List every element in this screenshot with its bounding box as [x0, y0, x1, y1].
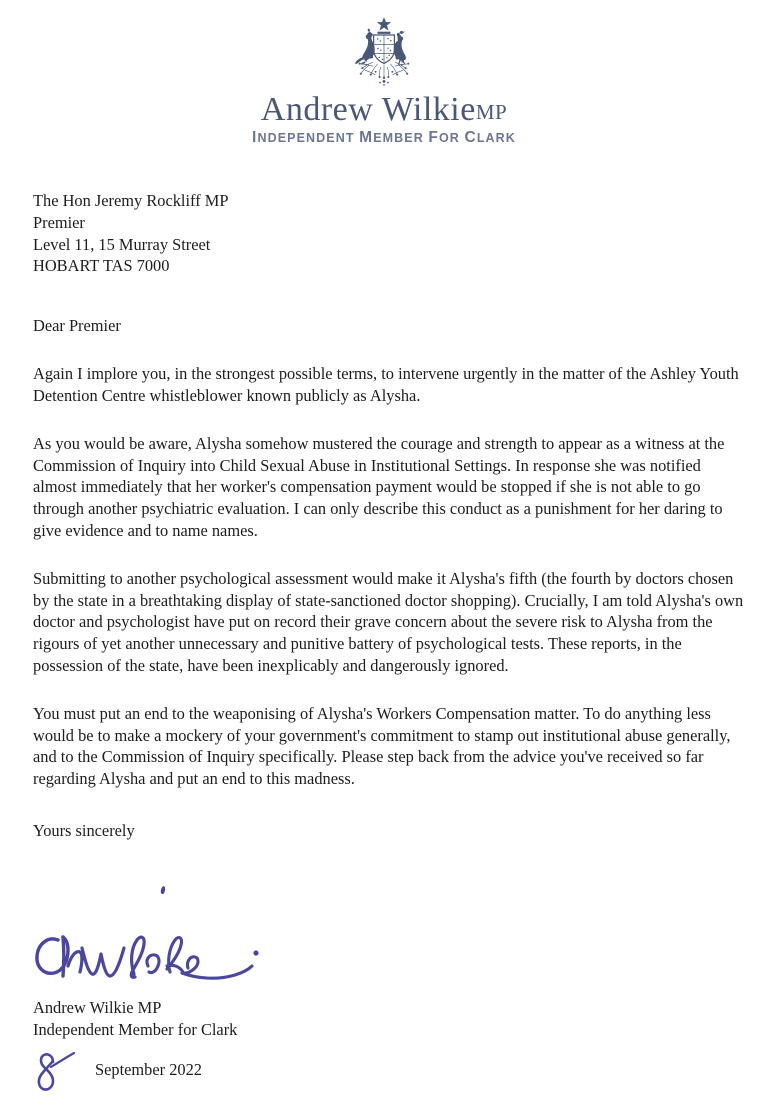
letterhead	[0, 14, 768, 147]
salutation: Dear Premier	[33, 316, 121, 336]
letter-paragraph: Again I implore you, in the strongest possible terms, to intervene urgently in the matter of the Ashley Youth Detention Centre whistleblower known publicly as Alysha.	[33, 364, 739, 405]
letterhead-subtitle	[0, 129, 768, 147]
recipient-line-2: Premier	[33, 212, 85, 232]
signatory-details	[33, 997, 237, 1040]
letter-paragraph: As you would be aware, Alysha somehow mustered the courage and strength to appear as a witness at the Commission of Inquiry into Child Sexual Abuse in Institutional Settings. In response she was notified almost immediately that her worker's compensation payment would be stopped if she is not able to go through another psychiatric evaluation. I can only describe this conduct as a punishment for her daring to give evidence and to name names.	[33, 433, 725, 540]
ink-mark	[160, 886, 166, 895]
recipient-line-3: Level 11, 15 Murray Street	[33, 234, 211, 254]
handwritten-day-icon	[33, 1050, 85, 1096]
letter-paragraph: Submitting to another psychological assessment would make it Alysha's fifth (the fourth by doctors chosen by the state in a breathtaking display of state-sanctioned doctor shopping). Crucially, I am told Alysha's own doctor and psychologist have put on record their grave concern about the severe risk to Alysha from the rigours of yet another unnecessary and punitive battery of psychological tests. These reports, in the possession of the state, have been inexplicably and dangerously ignored.	[33, 568, 744, 675]
date-month-year: September 2022	[95, 1060, 202, 1079]
letter-paragraph: You must put an end to the weaponising of Alysha's Workers Compensation matter. To do anything less would be to make a mockery of your government's commitment to stamp out institutional abuse generally, and to the Commission of Inquiry specifically. Please step back from the advice you've received so far regarding Alysha and put an end to this madness.	[33, 703, 731, 789]
recipient-line-1: The Hon Jeremy Rockliff MP	[33, 191, 229, 210]
handwritten-signature-icon	[30, 922, 280, 992]
letterhead-name	[0, 92, 768, 128]
letterhead-subtitle-text: INDEPENDENT MEMBER FOR CLARK	[252, 128, 516, 146]
recipient-address	[33, 190, 748, 277]
letterhead-post-nominal: MP	[475, 100, 508, 124]
closing-salutation: Yours sincerely	[33, 821, 135, 841]
australian-coat-of-arms-icon	[336, 14, 432, 88]
signatory-title: Independent Member for Clark	[33, 1019, 238, 1039]
letter-body	[33, 190, 748, 842]
letterhead-name-text: Andrew Wilkie	[260, 91, 476, 128]
signatory-name: Andrew Wilkie MP	[33, 998, 162, 1017]
recipient-line-4: HOBART TAS 7000	[33, 256, 170, 276]
